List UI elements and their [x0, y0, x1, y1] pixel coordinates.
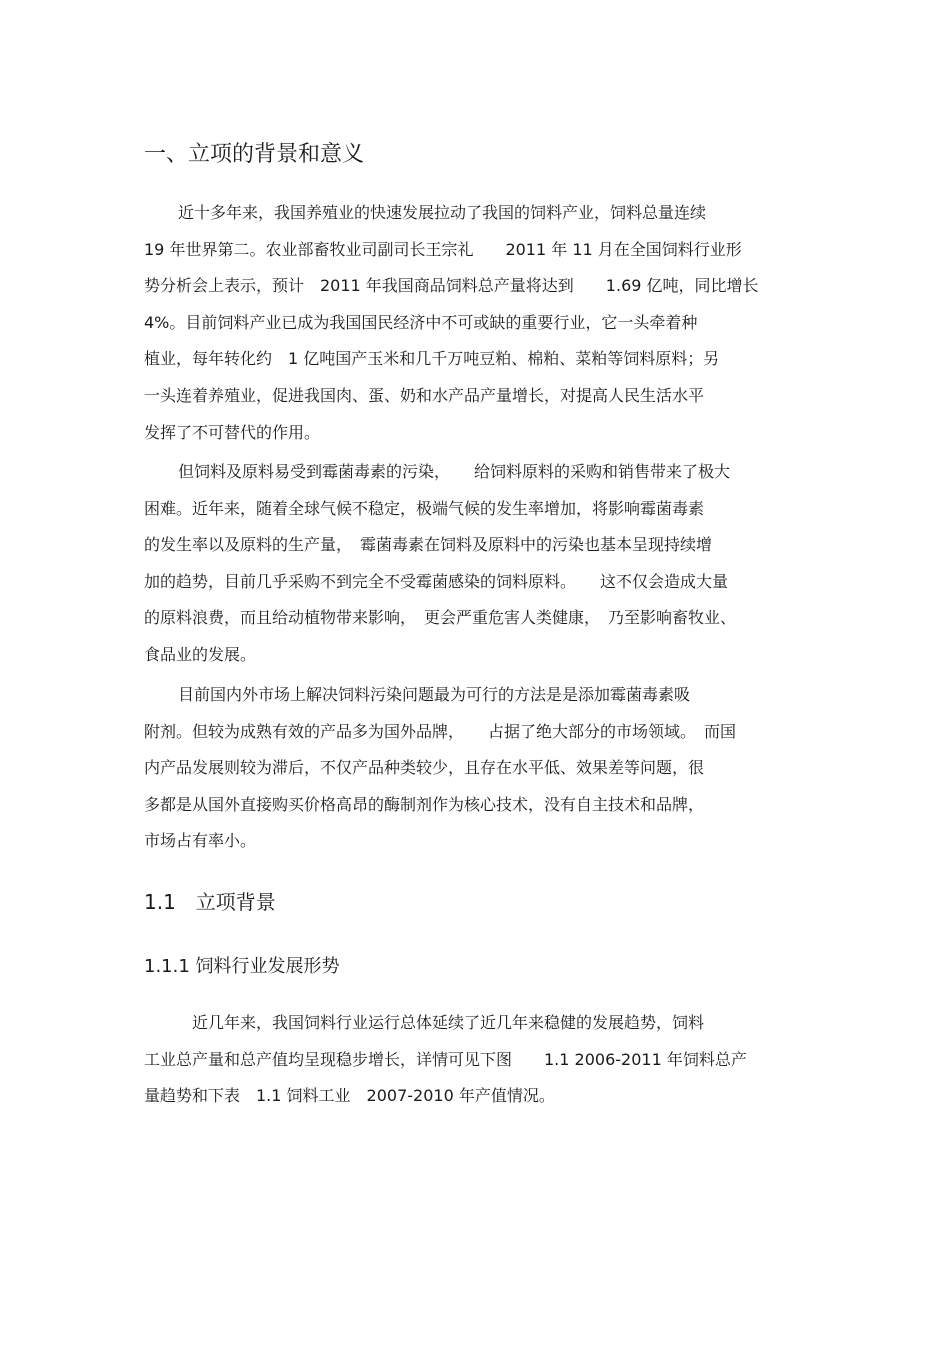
- text-line: 势分析会上表示，预计 2011 年我国商品饲料总产量将达到 1.69 亿吨，同比增长: [144, 276, 759, 296]
- text-line: 加的趋势，目前几乎采购不到完全不受霉菌感染的饲料原料。 这不仅会造成大量: [144, 571, 729, 591]
- subsubsection-heading: 1.1.1 饲料行业发展形势: [144, 956, 340, 977]
- text-line: 多都是从国外直接购买价格高昂的酶制剂作为核心技术，没有自主技术和品牌，: [144, 794, 705, 814]
- text-line: 量趋势和下表 1.1 饲料工业 2007-2010 年产值情况。: [144, 1086, 555, 1106]
- text-line: 内产品发展则较为滞后，不仅产品种类较少，且存在水平低、效果差等问题，很: [144, 758, 705, 778]
- text-line: 一头连着养殖业，促进我国肉、蛋、奶和水产品产量增长，对提高人民生活水平: [144, 385, 705, 405]
- text-line: 发挥了不可替代的作用。: [144, 422, 321, 442]
- section-heading: 一、立项的背景和意义: [144, 142, 365, 167]
- text-line: 近几年来，我国饲料行业运行总体延续了近几年来稳健的发展趋势，饲料: [192, 1013, 705, 1032]
- text-line: 19 年世界第二。农业部畜牧业司副司长王宗礼 2011 年 11 月在全国饲料行业形: [144, 239, 742, 259]
- text-line: 但饲料及原料易受到霉菌毒素的污染， 给饲料原料的采购和销售带来了极大: [178, 462, 731, 481]
- paragraph-market: [144, 677, 814, 860]
- text-line: 的发生率以及原料的生产量， 霉菌毒素在饲料及原料中的污染也基本呈现持续增: [144, 535, 713, 555]
- paragraph-industry-trend: [144, 1005, 814, 1115]
- text-line: 植业，每年转化约 1 亿吨国产玉米和几千万吨豆粕、棉粕、菜粕等饲料原料；另: [144, 349, 720, 369]
- text-line: 市场占有率小。: [144, 831, 257, 851]
- paragraph-background: [144, 195, 814, 451]
- text-line: 近十多年来，我国养殖业的快速发展拉动了我国的饲料产业，饲料总量连续: [178, 203, 707, 222]
- text-line: 附剂。但较为成熟有效的产品多为国外品牌， 占据了绝大部分的市场领域。 而国: [144, 721, 737, 741]
- text-line: 的原料浪费，而且给动植物带来影响， 更会严重危害人类健康， 乃至影响畜牧业、: [144, 608, 737, 628]
- paragraph-mycotoxin: [144, 454, 814, 674]
- text-line: 食品业的发展。: [144, 644, 257, 664]
- text-line: 工业总产量和总产值均呈现稳步增长，详情可见下图 1.1 2006-2011 年饲料总产: [144, 1049, 747, 1069]
- subsection-heading: 1.1 立项背景: [144, 890, 276, 914]
- text-line: 4%。目前饲料产业已成为我国国民经济中不可或缺的重要行业，它一头牵着种: [144, 312, 698, 332]
- text-line: 困难。近年来，随着全球气候不稳定，极端气候的发生率增加，将影响霉菌毒素: [144, 498, 705, 518]
- text-line: 目前国内外市场上解决饲料污染问题最为可行的方法是是添加霉菌毒素吸: [178, 685, 691, 704]
